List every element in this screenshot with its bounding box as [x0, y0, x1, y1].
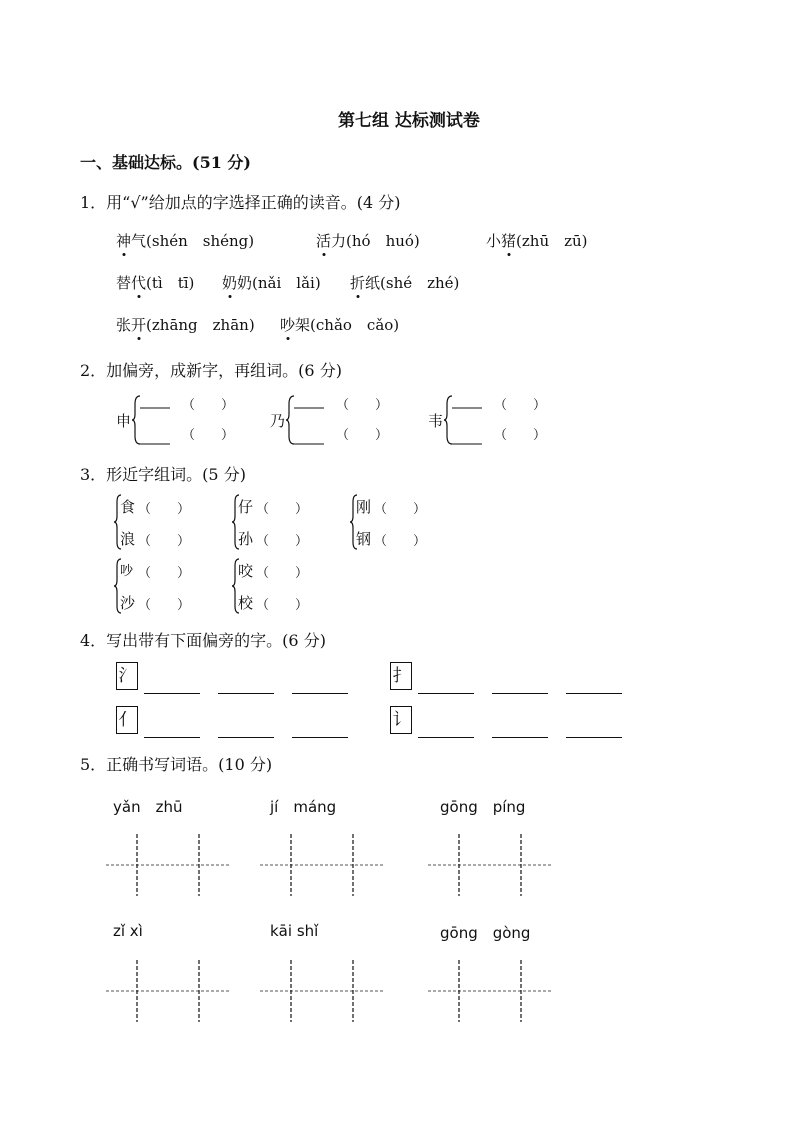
page-title: 第七组 达标测试卷 [338, 111, 480, 131]
q3-group [232, 556, 342, 616]
question-4-label: 4．写出带有下面偏旁的字。(6 分) [80, 631, 326, 650]
char: 咬 [238, 562, 254, 580]
answer-paren[interactable]: （ ） [374, 534, 427, 549]
answer-paren[interactable]: （ ） [256, 598, 309, 613]
answer-paren[interactable]: （ ） [336, 398, 389, 413]
char: 孙 [238, 530, 254, 548]
dotted-char: 猪 [501, 232, 517, 250]
q1-item: 奶奶(nǎi lǎi) [222, 274, 321, 292]
brace-icon [444, 394, 484, 446]
question-1-label: 1．用“√”给加点的字选择正确的读音。(4 分) [80, 193, 401, 212]
q1-item: 活力(hó huó) [316, 232, 420, 250]
pinyin-prompt: jí máng [270, 798, 337, 816]
q2-group [116, 392, 266, 448]
answer-blank[interactable] [418, 692, 474, 694]
radical-box: 氵 [116, 662, 138, 690]
writing-grid[interactable] [428, 834, 552, 900]
dotted-char: 吵 [280, 316, 296, 334]
answer-blank[interactable] [492, 736, 548, 738]
char: 浪 [120, 530, 136, 548]
writing-grid[interactable] [260, 960, 384, 1026]
answer-paren[interactable]: （ ） [494, 398, 547, 413]
char: 吵 [120, 564, 134, 579]
char: 校 [238, 594, 254, 612]
radical-box: 亻 [116, 706, 138, 734]
question-3-label: 3．形近字组词。(5 分) [80, 465, 246, 484]
dotted-char: 代 [131, 274, 147, 292]
q1-item: 神气(shén shéng) [116, 232, 255, 250]
writing-grid[interactable] [260, 834, 384, 900]
q3-group [114, 492, 224, 552]
question-2-label: 2．加偏旁，成新字，再组词。(6 分) [80, 361, 342, 380]
answer-paren[interactable]: （ ） [182, 398, 235, 413]
radical-box: 讠 [390, 706, 412, 734]
answer-blank[interactable] [218, 692, 274, 694]
q1-item: 吵架(chǎo cǎo) [280, 316, 400, 334]
q2-group [270, 392, 420, 448]
pinyin-prompt: yǎn zhū [113, 798, 183, 816]
brace-icon [286, 394, 326, 446]
pinyin-prompt: zǐ xì [113, 922, 143, 940]
char: 钢 [356, 530, 372, 548]
answer-paren[interactable]: （ ） [374, 502, 427, 517]
radical-box: 扌 [390, 662, 412, 690]
answer-blank[interactable] [492, 692, 548, 694]
q3-group [232, 492, 342, 552]
answer-blank[interactable] [566, 736, 622, 738]
pinyin-prompt: kāi shǐ [270, 922, 319, 940]
char: 刚 [356, 498, 372, 516]
char: 沙 [120, 594, 136, 612]
answer-paren[interactable]: （ ） [182, 428, 235, 443]
base-char: 申 [116, 412, 132, 430]
q1-item: 替代(tì tī) [116, 274, 195, 292]
q1-item: 折纸(shé zhé) [350, 274, 460, 292]
dotted-char: 折 [350, 274, 366, 292]
answer-blank[interactable] [292, 692, 348, 694]
answer-blank[interactable] [144, 692, 200, 694]
base-char: 乃 [270, 412, 286, 430]
answer-blank[interactable] [292, 736, 348, 738]
answer-paren[interactable]: （ ） [138, 566, 191, 581]
answer-paren[interactable]: （ ） [494, 428, 547, 443]
writing-grid[interactable] [428, 960, 552, 1026]
brace-icon [132, 394, 172, 446]
answer-paren[interactable]: （ ） [336, 428, 389, 443]
answer-paren[interactable]: （ ） [138, 598, 191, 613]
dotted-char: 开 [131, 316, 147, 334]
answer-paren[interactable]: （ ） [256, 502, 309, 517]
q2-group [428, 392, 578, 448]
q1-item: 张开(zhāng zhān) [116, 316, 255, 334]
pinyin-prompt: gōng gòng [440, 924, 531, 942]
section-heading: 一、基础达标。(51 分) [80, 153, 251, 172]
dotted-char: 奶 [222, 274, 238, 292]
base-char: 韦 [428, 412, 444, 430]
writing-grid[interactable] [106, 960, 230, 1026]
answer-blank[interactable] [418, 736, 474, 738]
q1-item: 小猪(zhū zū) [486, 232, 588, 250]
q3-group [350, 492, 460, 552]
writing-grid[interactable] [106, 834, 230, 900]
pinyin-prompt: gōng píng [440, 798, 526, 816]
answer-blank[interactable] [566, 692, 622, 694]
dotted-char: 活 [316, 232, 332, 250]
answer-paren[interactable]: （ ） [256, 534, 309, 549]
answer-paren[interactable]: （ ） [256, 566, 309, 581]
char: 食 [120, 498, 136, 516]
question-5-label: 5．正确书写词语。(10 分) [80, 755, 273, 774]
answer-blank[interactable] [144, 736, 200, 738]
answer-blank[interactable] [218, 736, 274, 738]
answer-paren[interactable]: （ ） [138, 534, 191, 549]
answer-paren[interactable]: （ ） [138, 502, 191, 517]
char: 仔 [238, 498, 254, 516]
q3-group [114, 556, 224, 616]
dotted-char: 神 [116, 232, 132, 250]
